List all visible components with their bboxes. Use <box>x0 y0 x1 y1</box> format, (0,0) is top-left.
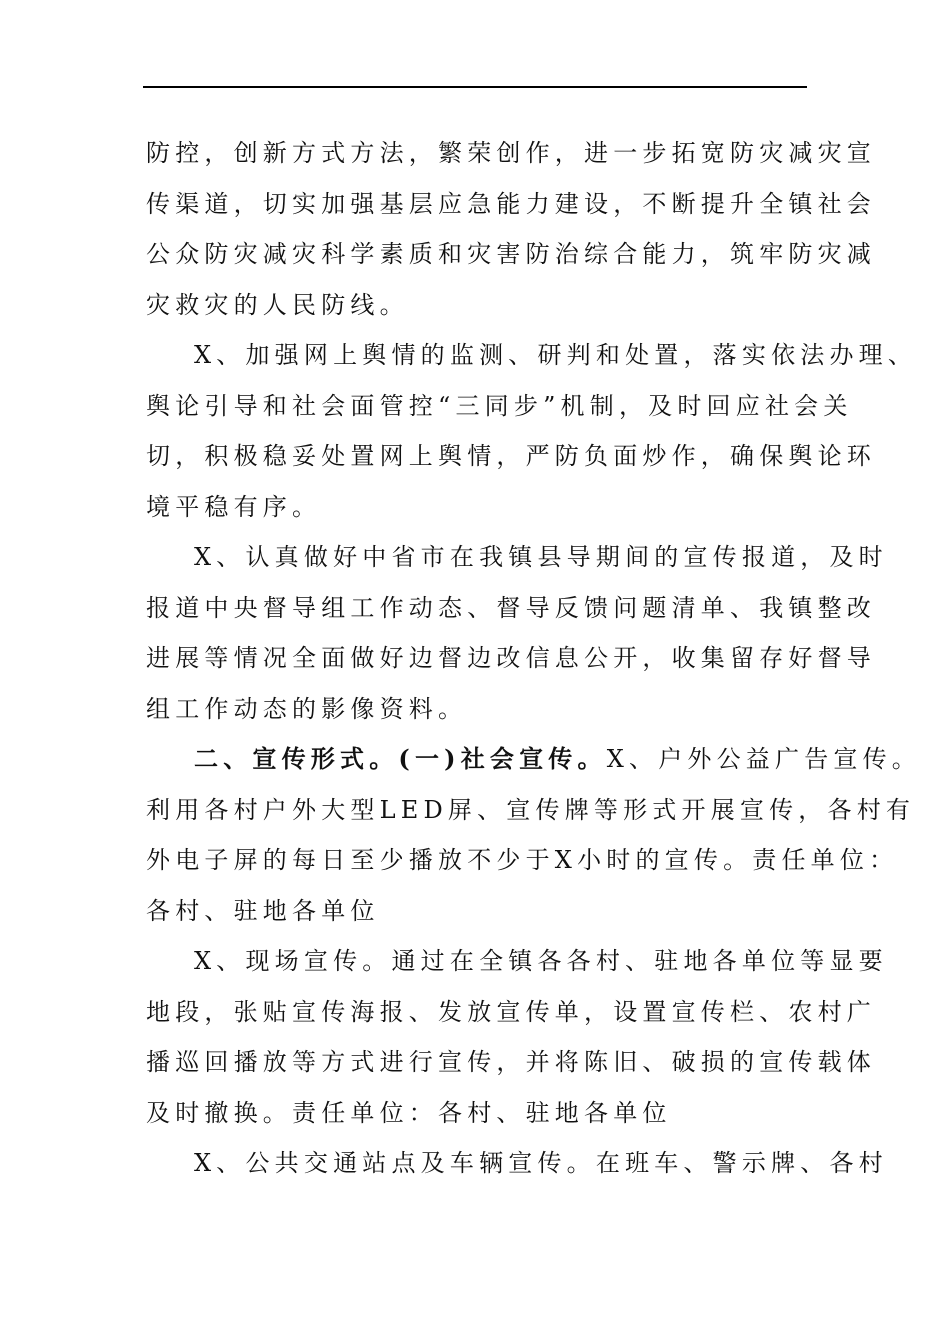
header-rule <box>143 86 807 88</box>
text-line: 公众防灾减灾科学素质和灾害防治综合能力，筑牢防灾减 <box>146 240 876 268</box>
paragraph-first-line: X、公共交通站点及车辆宣传。在班车、警示牌、各村 <box>194 1149 888 1177</box>
text-line: 利用各村户外大型LED屏、宣传牌等形式开展宣传，各村有 <box>146 795 916 824</box>
text-line: 各村、驻地各单位 <box>146 896 380 925</box>
text-line: 及时撤换。责任单位：各村、驻地各单位 <box>146 1098 672 1127</box>
text-line: 报道中央督导组工作动态、督导反馈问题清单、我镇整改 <box>146 593 876 622</box>
text-line: 切，积极稳妥处置网上舆情，严防负面炒作，确保舆论环 <box>146 442 876 470</box>
text-line: 境平稳有序。 <box>146 492 322 521</box>
text-line: 播巡回播放等方式进行宣传，并将陈旧、破损的宣传载体 <box>146 1048 876 1076</box>
section-heading-line <box>146 734 922 785</box>
paragraph-first-line: X、现场宣传。通过在全镇各各村、驻地各单位等显要 <box>194 947 888 975</box>
section-heading-text: X、户外公益广告宣传。 <box>606 745 922 773</box>
text-line: 组工作动态的影像资料。 <box>146 694 468 723</box>
document-body <box>146 128 922 1189</box>
text-line: 灾救灾的人民防线。 <box>146 290 409 319</box>
text-line: 舆论引导和社会面管控“三同步”机制，及时回应社会关 <box>146 391 853 420</box>
text-line: 外电子屏的每日至少播放不少于X小时的宣传。责任单位： <box>146 846 899 874</box>
section-heading: 二、宣传形式。(一)社会宣传。 <box>194 744 607 773</box>
text-line: 进展等情况全面做好边督边改信息公开，收集留存好督导 <box>146 644 876 672</box>
paragraph-first-line: X、认真做好中省市在我镇县导期间的宣传报道，及时 <box>194 543 888 571</box>
text-line: 传渠道，切实加强基层应急能力建设，不断提升全镇社会 <box>146 189 876 218</box>
paragraph-first-line: X、加强网上舆情的监测、研判和处置，落实依法办理、 <box>194 341 918 369</box>
text-line: 地段，张贴宣传海报、发放宣传单，设置宣传栏、农村广 <box>146 997 876 1026</box>
text-line: 防控，创新方式方法，繁荣创作，进一步拓宽防灾减灾宣 <box>146 139 876 167</box>
